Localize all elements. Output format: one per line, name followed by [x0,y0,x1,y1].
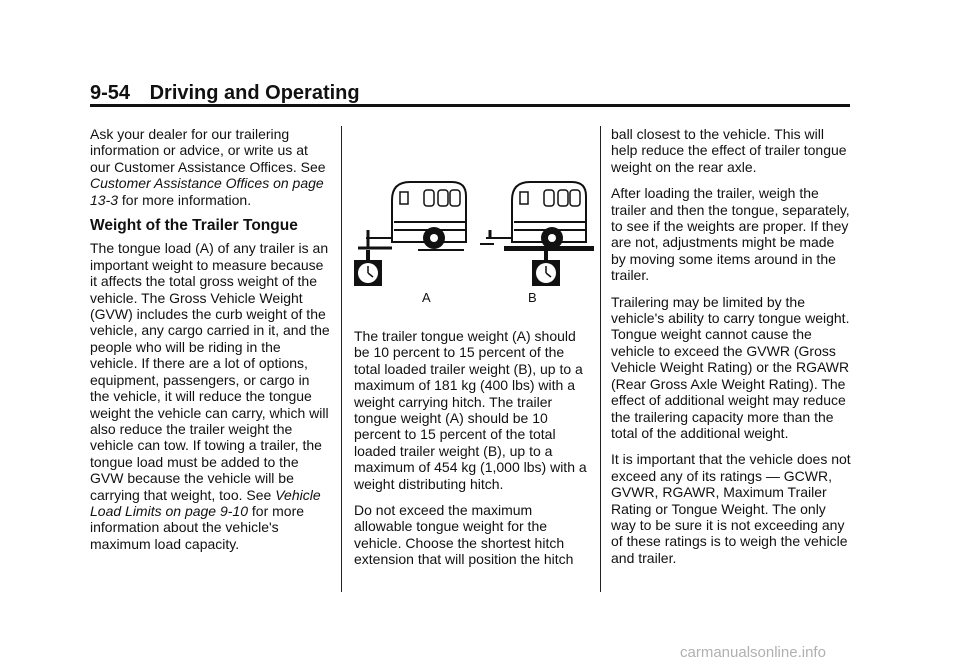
figure-label-b: B [528,290,537,305]
paragraph-trailering-limits: Trailering may be limited by the vehicle's ability to carry tongue weight. Tongue weight cannot cause the vehicle to exceed the GVWR (Gross Vehicle Weight Rating) or the RGAWR (Rear Gross Axle Weight Rating). The effect of additional weight may reduce the trailering capacity more than the total of the additional weight. [611,293,850,441]
paragraph-ratings: It is important that the vehicle does not exceed any of its ratings — GCWR, GVWR, RGAWR, Maximum Trailer Rating or Tongue Weight. The only way to be sure it is not exceeding any of these ratings is to weigh the vehicle and trailer. [611,451,851,566]
paragraph-weigh-trailer: After loading the trailer, weigh the trailer and then the tongue, separately, to see if the weights are proper. If they are not, adjustments might be made by moving some items around in the trailer. [611,185,850,284]
page-number: 9-54 [90,82,131,104]
column-2 [354,126,594,578]
link-vehicle-load-limits[interactable]: Vehicle Load Limits on page 9-10 [90,486,321,519]
column-divider-2 [600,126,601,592]
watermark-text: carmanualsonline.info [680,644,826,661]
page-header [90,82,360,105]
link-customer-assistance[interactable]: Customer Assistance Offices on page 13-3 [90,175,324,208]
scale-a [354,250,382,286]
trailer-tongue-weight-figure [354,126,594,314]
column-3 [611,126,851,576]
column-divider-1 [341,126,342,592]
header-rule [90,104,850,107]
trailer-b-illustration [480,182,594,251]
section-heading: Weight of the Trailer Tongue [90,217,298,235]
paragraph-dealer-info: Ask your dealer for our trailering information or advice, or write us at our Customer Assistance Offices. See Customer Assistance Offices on page 13-3 for more information. [90,126,326,208]
section-title: Driving and Operating [149,82,360,104]
scale-b [532,251,560,286]
paragraph-tongue-weight-limits: The trailer tongue weight (A) should be 10 percent to 15 percent of the total loaded trailer weight (B), up to a maximum of 181 kg (400 lbs) with a weight carrying hitch. The trailer tongue weight (A) should be 10 percent to 15 percent of the total loaded trailer weight (B), up to a maximum of 454 kg (1,000 lbs) with a weight distributing hitch. [354,328,587,492]
paragraph-hitch-ball: ball closest to the vehicle. This will help reduce the effect of trailer tongue weight on the rear axle. [611,126,847,175]
figure-label-a: A [422,290,431,305]
trailer-a-illustration [358,182,466,250]
paragraph-tongue-load: The tongue load (A) of any trailer is an important weight to measure because it affects the total gross weight of the vehicle. The Gross Vehicle Weight (GVW) includes the curb weight of the vehicle, any cargo carried in it, and the people who will be riding in the vehicle. If there are a lot of options, equipment, passengers, or cargo in the vehicle, it will reduce the tongue weight the vehicle can carry, which will also reduce the trailer weight the vehicle can tow. If towing a trailer, the tongue load must be added to the GVW because the vehicle will be carrying that weight, too. See Vehicle Load Limits on page 9-10 for more information about the vehicle's maximum load capacity. [90,240,330,552]
column-1 [90,126,330,562]
paragraph-hitch-extension: Do not exceed the maximum allowable tongue weight for the vehicle. Choose the shortest hitch extension that will position the hitch [354,502,574,568]
